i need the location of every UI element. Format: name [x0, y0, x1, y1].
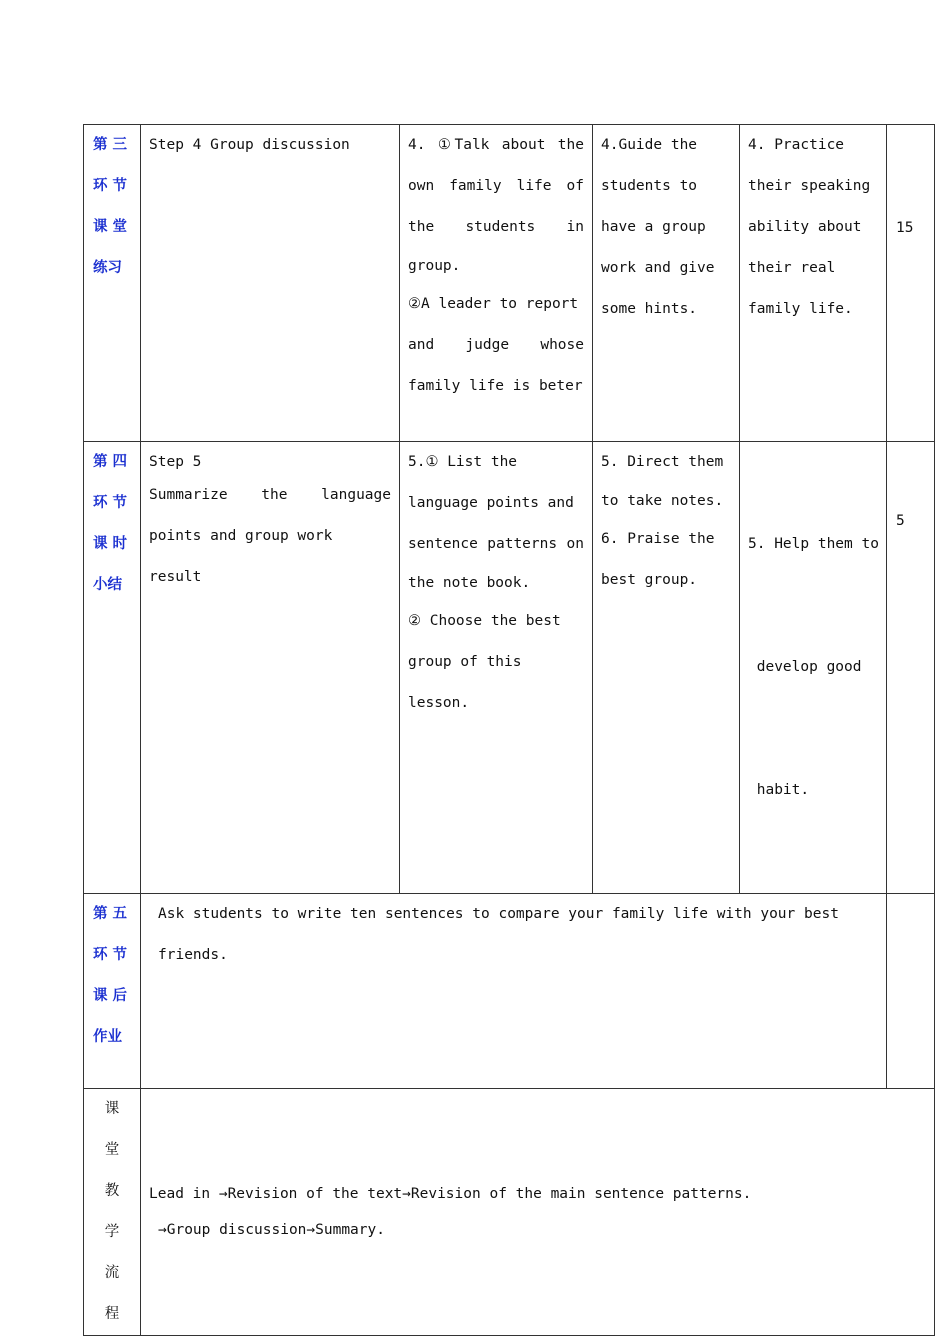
step-cell-3: Step 4 Group discussion — [141, 125, 400, 442]
flow-line-2: →Group discussion→Summary. — [158, 1222, 385, 1238]
students-activity-cell-4: 5.① List the language points and sentence patterns on the note book. ② Choose the best group of this lesson. — [400, 442, 593, 894]
minutes-cell-4: 5 — [887, 442, 935, 894]
minutes-cell-3: 15 — [887, 125, 935, 442]
lesson-plan-table — [83, 124, 935, 1336]
stage-label-5: 第 五 环 节 课 后 作业 — [84, 894, 141, 1089]
step-cell-4: Step 5 Summarize the language points and group work result — [141, 442, 400, 894]
table-row-stage-3 — [84, 125, 935, 442]
flow-content-cell — [141, 1089, 935, 1336]
stage-label-3: 第 三 环 节 课 堂 练习 — [84, 125, 141, 442]
students-activity-cell-3: 4. ①Talk about the own family life of the students in group. ②A leader to report and judge whose family life is beter — [400, 125, 593, 442]
teacher-activity-cell-3: 4.Guide the students to have a group work and give some hints. — [593, 125, 740, 442]
teacher-activity-cell-4: 5. Direct them to take notes. 6. Praise the best group. — [593, 442, 740, 894]
homework-cell: Ask students to write ten sentences to compare your family life with your best friends. — [141, 894, 887, 1089]
table-row-stage-4 — [84, 442, 935, 894]
stage-label-4: 第 四 环 节 课 时 小结 — [84, 442, 141, 894]
table-row-flow — [84, 1089, 935, 1336]
flow-line-1: Lead in →Revision of the text→Revision of the main sentence patterns. — [149, 1186, 752, 1202]
purpose-cell-3: 4. Practice their speaking ability about their real family life. — [740, 125, 887, 442]
table-row-stage-5 — [84, 894, 935, 1089]
flow-label-cell: 课 堂 教 学 流 程 — [84, 1089, 141, 1336]
homework-minutes-cell — [887, 894, 935, 1089]
purpose-cell-4: 5. Help them to develop good habit. — [740, 442, 887, 894]
